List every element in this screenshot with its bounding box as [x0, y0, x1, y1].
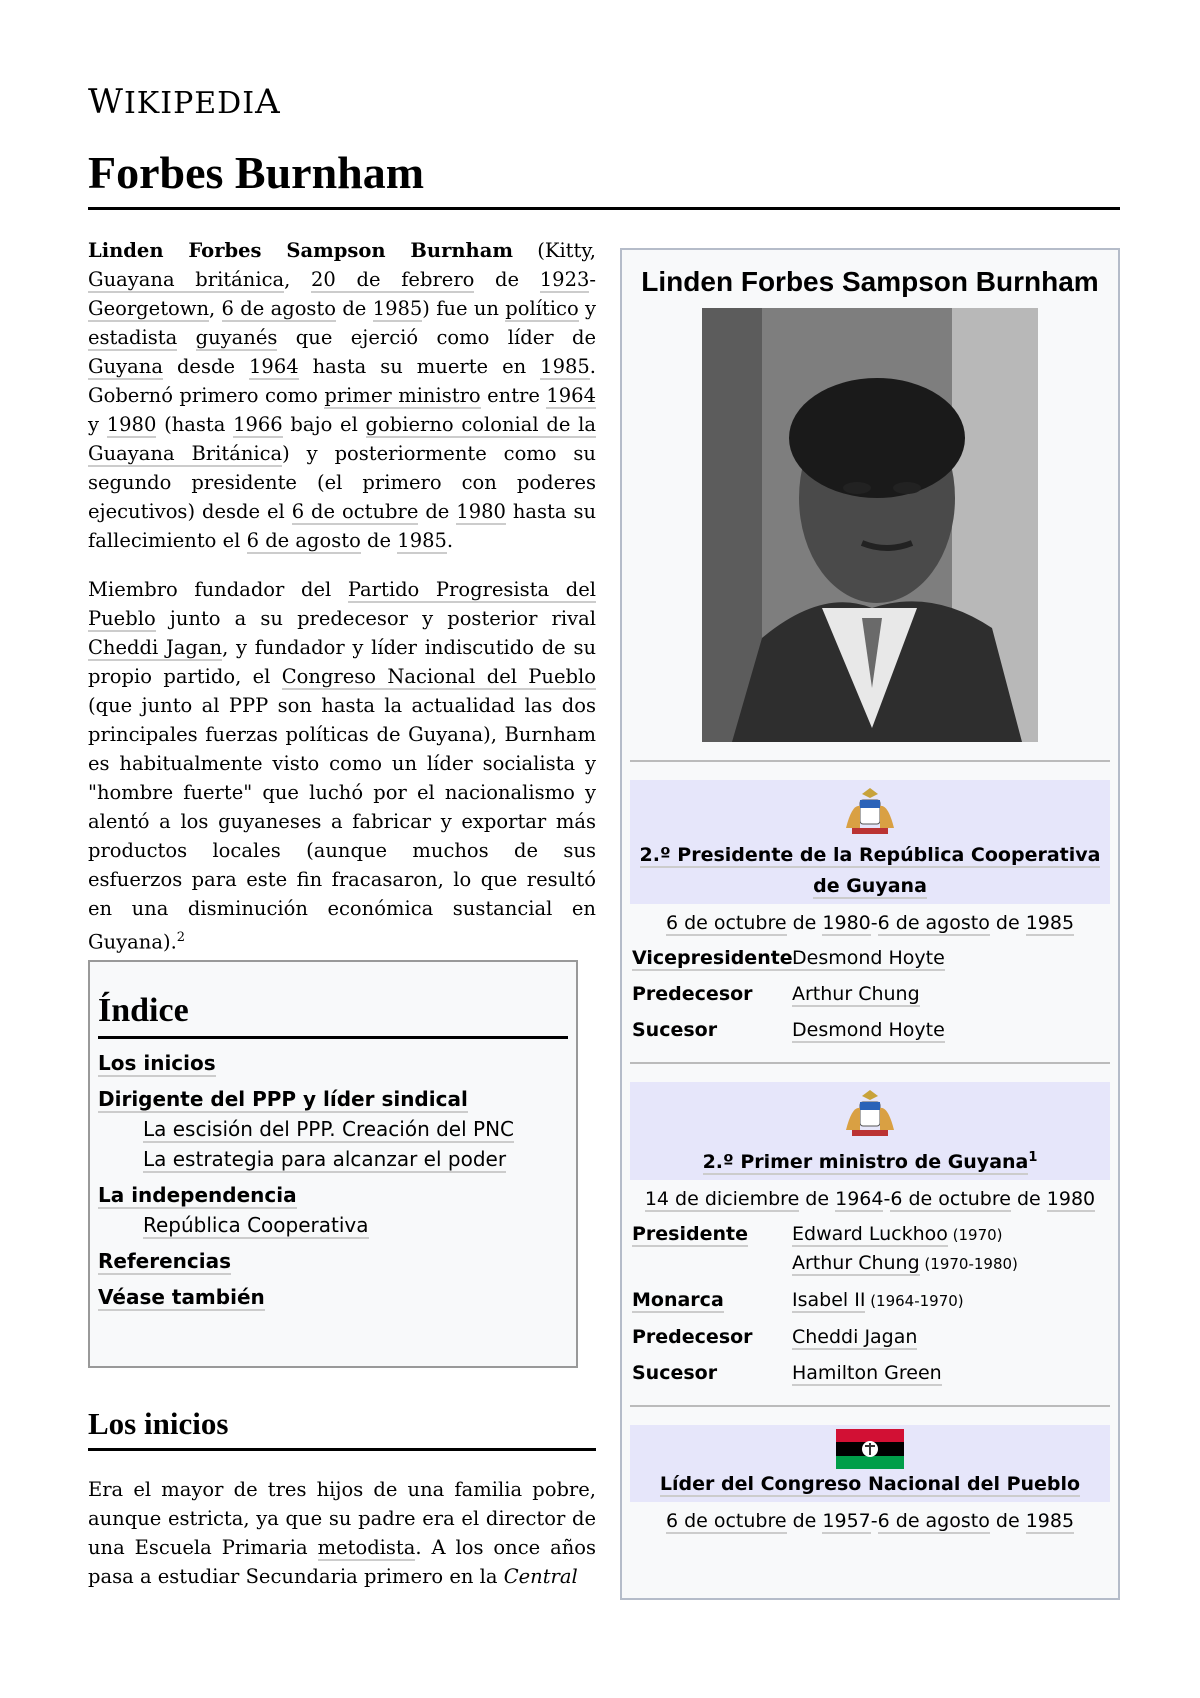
inline-link[interactable]: 6 de octubre	[291, 500, 419, 523]
text-run	[177, 326, 195, 349]
inline-link[interactable]: Georgetown	[88, 297, 210, 320]
section-paragraph	[88, 1475, 596, 1591]
infobox-label: Sucesor	[632, 1362, 718, 1385]
title-divider	[88, 207, 1120, 210]
inline-link[interactable]: Hamilton Green	[792, 1362, 942, 1385]
text-run: hasta su muerte en	[298, 355, 541, 378]
infobox-divider	[630, 1405, 1110, 1407]
toc-item[interactable]	[98, 1051, 568, 1075]
text-run: -	[883, 1188, 891, 1211]
inline-link[interactable]: primer ministro	[324, 384, 481, 407]
inline-link[interactable]: Arthur Chung	[792, 983, 920, 1005]
text-run: de	[989, 912, 1026, 934]
text-run: (que junto al PPP son hasta la actualidad las dos principales fuerzas políticas de Guyana), Burnham es habitualmente visto como un líder socialista y "hombre fuerte" que luchó por el nacionalismo y alentó a los guyaneses a fabricar y exportar más productos locales (aunque muchos de sus esfuerzos para este fin fracasaron, lo que resultó en una disminución económica sustancial en Guyana).	[88, 694, 596, 954]
bold-text: Linden Forbes Sampson Burnham	[88, 239, 513, 262]
infobox-divider	[630, 1062, 1110, 1064]
lead-section	[88, 236, 596, 977]
infobox-label[interactable]: Vicepresidente	[632, 947, 793, 969]
text-run: de	[799, 1188, 836, 1211]
office-header-president	[630, 780, 1110, 904]
infobox-value	[792, 1016, 1110, 1044]
text-run: -	[870, 912, 878, 934]
inline-link[interactable]: 1985	[372, 297, 423, 320]
toc-item[interactable]	[143, 1117, 568, 1141]
lead-paragraph-1	[88, 236, 596, 555]
inline-link[interactable]: Cheddi Jagan	[88, 636, 223, 659]
portrait-photo-icon	[702, 308, 1038, 742]
office-rows-pm	[622, 1220, 1118, 1387]
reference-link[interactable]: 2	[176, 930, 186, 945]
infobox-value	[792, 1286, 1110, 1315]
toc-item-label: La estrategia para alcanzar el poder	[143, 1147, 507, 1171]
text-run: junto a su predecesor y posterior rival	[155, 607, 596, 630]
inline-link[interactable]: 6 de octubre	[665, 912, 787, 934]
toc-item-label: La escisión del PPP. Creación del PNC	[143, 1117, 515, 1141]
inline-link[interactable]: Desmond Hoyte	[792, 947, 945, 969]
toc-item-label: Véase también	[98, 1285, 265, 1309]
wikipedia-logo[interactable]: WIKIPEDIA	[88, 82, 281, 122]
toc-item[interactable]	[143, 1147, 568, 1171]
lead-paragraph-2	[88, 575, 596, 957]
text-run: de	[786, 1510, 823, 1533]
text-run: , y fundador y líder indiscutido de su propio partido, el	[88, 636, 597, 688]
inline-link[interactable]: Edward Luckhoo	[792, 1223, 948, 1246]
toc-item-label: Referencias	[98, 1249, 232, 1273]
text-run: de	[418, 500, 457, 523]
infobox-row	[630, 980, 1110, 1008]
infobox-row	[630, 1016, 1110, 1044]
infobox-value	[792, 1359, 1110, 1387]
inline-link[interactable]: 1980	[822, 912, 871, 934]
office-header-pm	[630, 1082, 1110, 1180]
text-run: -	[870, 1510, 878, 1533]
inline-link[interactable]: 1980	[456, 500, 506, 523]
text-run: ,	[209, 297, 222, 320]
inline-link[interactable]: político	[505, 297, 579, 320]
inline-link[interactable]: guyanés	[195, 326, 278, 349]
toc-item-label: Dirigente del PPP y líder sindical	[98, 1087, 468, 1111]
text-run: y	[88, 413, 107, 436]
inline-link[interactable]: 1980	[1046, 1188, 1096, 1211]
inline-link[interactable]: Arthur Chung	[792, 1252, 920, 1275]
infobox	[620, 248, 1120, 1600]
infobox-label[interactable]: Presidente	[632, 1223, 748, 1246]
inline-link[interactable]: Isabel II	[792, 1289, 866, 1312]
text-run: . Gobernó primero como	[88, 355, 596, 407]
text-run: de	[360, 529, 398, 552]
inline-link[interactable]: Desmond Hoyte	[792, 1019, 945, 1041]
toc-item-label: República Cooperativa	[143, 1213, 369, 1237]
inline-link[interactable]: 1923	[539, 268, 590, 291]
coat-of-arms-icon[interactable]	[838, 1086, 902, 1142]
infobox-row	[630, 944, 1110, 972]
inline-link[interactable]: 1985	[397, 529, 447, 552]
infobox-value	[792, 944, 1110, 972]
office-term-pm	[622, 1186, 1118, 1212]
text-run: ) y posteriormente como su segundo presidente (el primero con poderes ejecutivos) desde el	[88, 442, 596, 523]
year-range: (1970-1980)	[919, 1255, 1018, 1274]
infobox-value	[792, 980, 1110, 1008]
inline-link[interactable]: 1985	[540, 355, 590, 378]
infobox-label: Sucesor	[632, 1019, 718, 1041]
toc-item[interactable]	[98, 1285, 568, 1309]
inline-link[interactable]: estadista	[88, 326, 178, 349]
inline-link[interactable]: 1964	[546, 384, 596, 407]
infobox-row	[630, 1220, 1110, 1278]
inline-link[interactable]: Congreso Nacional del Pueblo	[281, 665, 596, 688]
infobox-label: Predecesor	[632, 1326, 753, 1349]
inline-link[interactable]: Partido Progresista del Pueblo	[88, 578, 596, 630]
infobox-row	[630, 1323, 1110, 1351]
table-of-contents	[88, 960, 578, 1368]
portrait-image[interactable]	[702, 308, 1038, 742]
italic-text: Central	[503, 1565, 578, 1588]
office-rows-president	[622, 944, 1118, 1044]
text-run: Era el mayor de tres hijos de una familia pobre, aunque estricta, ya que su padre era el director de una Escuela Primaria	[88, 1478, 596, 1559]
toc-item[interactable]	[98, 1249, 568, 1273]
toc-title: Índice	[98, 992, 568, 1039]
toc-item-label: Los inicios	[98, 1051, 216, 1075]
toc-item[interactable]	[98, 1087, 568, 1111]
text-run: (hasta	[156, 413, 234, 436]
section-heading-los-inicios: Los inicios	[88, 1406, 596, 1451]
inline-link[interactable]: Cheddi Jagan	[792, 1326, 918, 1349]
text-run: .	[446, 529, 454, 552]
infobox-row	[630, 1286, 1110, 1315]
text-run: de	[336, 297, 373, 320]
text-run: de	[989, 1510, 1026, 1533]
infobox-row	[630, 1359, 1110, 1387]
toc-item[interactable]	[143, 1213, 568, 1237]
text-run: ,	[284, 268, 312, 291]
inline-link[interactable]: 14 de diciembre	[644, 1188, 800, 1211]
inline-link[interactable]: 6 de agosto	[877, 912, 990, 934]
toc-item[interactable]	[98, 1183, 568, 1207]
inline-link[interactable]: 1966	[233, 413, 283, 436]
text-run: de	[474, 268, 540, 291]
text-run: de	[1010, 1188, 1047, 1211]
text-run: entre	[480, 384, 547, 407]
text-run: y	[578, 297, 597, 320]
inline-link[interactable]: 6 de agosto	[246, 529, 361, 552]
office-title-party[interactable]: Líder del Congreso Nacional del Pueblo	[659, 1473, 1081, 1496]
text-run: ) fue un	[422, 297, 506, 320]
inline-link[interactable]: 6 de agosto	[221, 297, 337, 320]
page-title: Forbes Burnham	[88, 147, 425, 198]
text-run: hasta su fallecimiento el	[88, 500, 597, 552]
inline-link[interactable]: 6 de octubre	[665, 1510, 787, 1533]
inline-link[interactable]: 6 de agosto	[877, 1510, 990, 1533]
inline-link[interactable]: 1964	[835, 1188, 884, 1211]
office-term-president	[622, 910, 1118, 936]
inline-link[interactable]: 1980	[106, 413, 157, 436]
infobox-label[interactable]: Monarca	[632, 1289, 724, 1312]
office-title-pm[interactable]: 2.º Primer ministro de Guyana$^1$	[702, 1150, 1038, 1174]
infobox-value	[792, 1323, 1110, 1351]
inline-link[interactable]: 20 de febrero	[311, 268, 475, 291]
toc-item-label: La independencia	[98, 1183, 297, 1207]
inline-link[interactable]: 1985	[1025, 1510, 1075, 1533]
coat-of-arms-icon[interactable]	[838, 784, 902, 840]
inline-link[interactable]: Guayana británica	[88, 268, 285, 291]
year-range: (1970)	[947, 1226, 1003, 1245]
text-run: (Kitty,	[512, 239, 596, 262]
party-flag-icon[interactable]	[836, 1429, 904, 1469]
inline-link[interactable]: gobierno colonial de la Guayana Británica	[88, 413, 596, 465]
text-run: . A los once años pasa a estudiar Secundaria primero en la	[88, 1536, 596, 1588]
office-title-president[interactable]: 2.º Presidente de la República Cooperativa de Guyana	[639, 844, 1101, 897]
office-header-party	[630, 1425, 1110, 1502]
inline-link[interactable]: 1957	[822, 1510, 871, 1533]
year-range: (1964-1970)	[865, 1292, 964, 1311]
text-run: desde	[162, 355, 249, 378]
text-run: bajo el	[282, 413, 366, 436]
office-term-party	[622, 1508, 1118, 1534]
infobox-title: Linden Forbes Sampson Burnham	[641, 266, 1099, 297]
inline-link[interactable]: 1964	[249, 355, 299, 378]
infobox-divider	[630, 760, 1110, 762]
text-run: de	[786, 912, 823, 934]
text-run: -	[589, 268, 596, 291]
infobox-value	[792, 1220, 1110, 1278]
text-run: que ejerció como líder de	[277, 326, 596, 349]
inline-link[interactable]: 1985	[1025, 912, 1075, 934]
inline-link[interactable]: Guyana	[88, 355, 163, 378]
text-run: Miembro fundador del	[88, 578, 348, 601]
inline-link[interactable]: metodista	[317, 1536, 416, 1559]
inline-link[interactable]: 6 de octubre	[890, 1188, 1011, 1211]
reference-link[interactable]: 1	[1028, 1150, 1038, 1165]
toc-list	[98, 1051, 568, 1309]
infobox-label: Predecesor	[632, 983, 753, 1005]
